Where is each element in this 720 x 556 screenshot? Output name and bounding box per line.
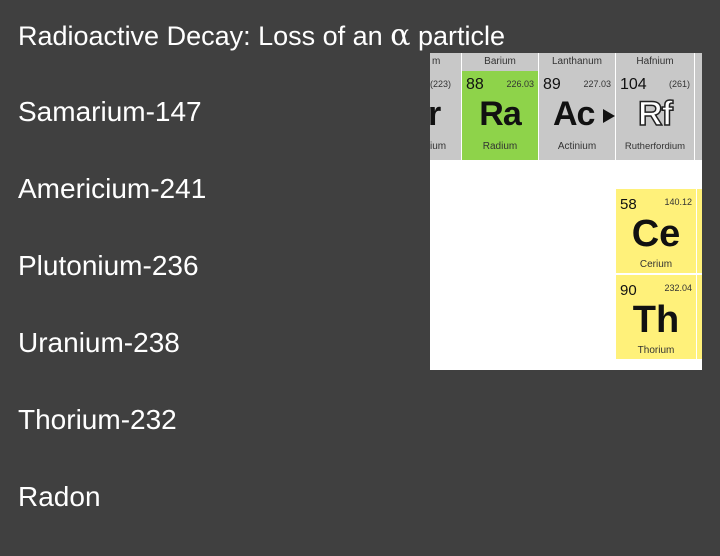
element-mass: 226.03 <box>506 79 534 89</box>
title-prefix: Radioactive Decay: Loss of an <box>18 21 383 51</box>
element-mass: (223) <box>430 79 452 89</box>
list-item: Radon <box>18 481 101 512</box>
element-name-bottom: Rutherfordium <box>624 141 686 152</box>
list-item: Thorium-232 <box>18 404 177 435</box>
element-symbol: Ce <box>631 213 681 255</box>
element-number: 104 <box>620 76 647 93</box>
element-name-top: m <box>432 56 441 67</box>
element-cell-th <box>616 275 696 359</box>
alpha-symbol: α <box>390 18 411 53</box>
element-cell-partial <box>695 53 702 160</box>
arrow-right-icon <box>603 109 615 123</box>
element-symbol: Ra <box>479 95 521 133</box>
element-name-bottom: Radium <box>482 141 518 152</box>
element-cell-fr <box>430 53 461 160</box>
element-mass: 232.04 <box>664 283 692 293</box>
element-mass: 227.03 <box>583 79 611 89</box>
list-item: Americium-241 <box>18 173 207 204</box>
element-name: Cerium <box>639 259 673 270</box>
element-name-bottom: Actinium <box>557 141 597 152</box>
element-name: Thorium <box>637 345 675 356</box>
element-cell-ac <box>539 53 615 160</box>
element-mass: (261) <box>668 79 690 89</box>
element-name-top: Hafnium <box>636 56 674 67</box>
element-name-top: Barium <box>462 53 538 71</box>
isotope-list <box>18 94 206 556</box>
element-symbol: Th <box>632 299 680 341</box>
element-name-bottom: ium <box>430 141 447 152</box>
element-symbol: r <box>428 95 441 133</box>
element-number: 90 <box>620 282 637 299</box>
element-cell-partial <box>697 189 702 273</box>
element-mass: 140.12 <box>664 197 692 207</box>
element-number: 58 <box>620 196 637 213</box>
element-number: 88 <box>466 76 484 93</box>
element-cell-partial <box>697 275 702 359</box>
slide-title <box>18 18 505 54</box>
title-suffix: particle <box>418 21 506 51</box>
list-item: Plutonium-236 <box>18 250 199 281</box>
periodic-table-image <box>430 53 702 370</box>
element-symbol: Rf <box>638 95 672 133</box>
element-symbol: Ac <box>553 95 595 133</box>
list-item: Uranium-238 <box>18 327 180 358</box>
element-name-top: Lanthanum <box>551 56 603 67</box>
element-cell-rf <box>616 53 694 160</box>
element-cell-ra <box>462 53 538 160</box>
element-number: 89 <box>543 76 561 93</box>
list-item: Samarium-147 <box>18 96 202 127</box>
element-cell-ce <box>616 189 696 273</box>
